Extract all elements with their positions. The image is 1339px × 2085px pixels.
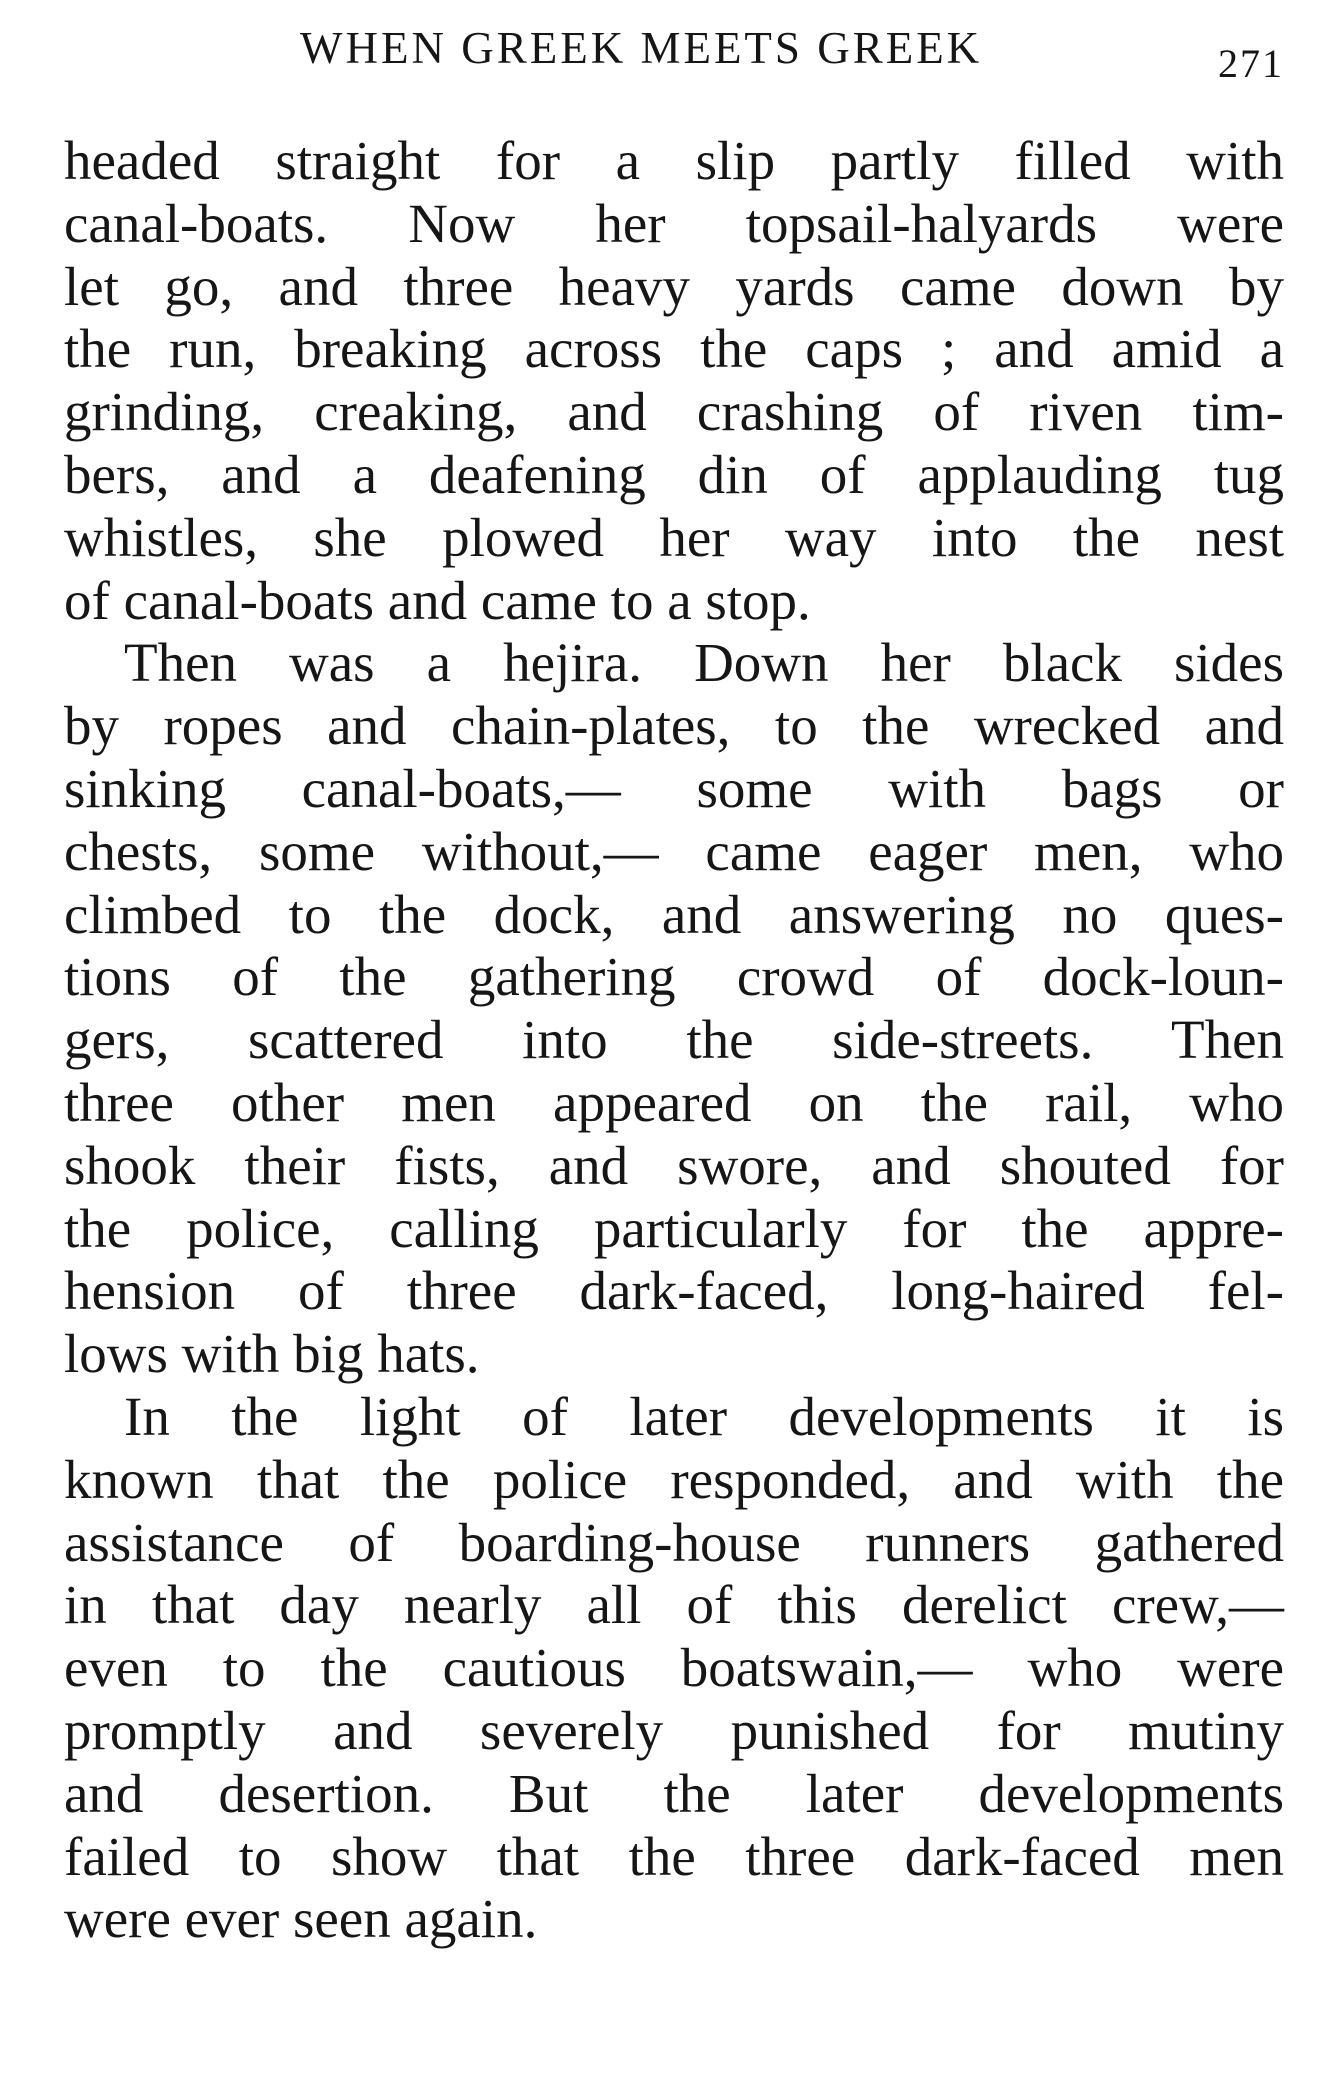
text-line: were ever seen again.	[64, 1888, 538, 1950]
text-line: and desertion. But the later developments	[64, 1762, 1284, 1824]
text-line: of canal-boats and came to a stop.	[64, 569, 811, 631]
text-line: headed straight for a slip partly filled with	[64, 130, 1284, 191]
text-line: promptly and severely punished for mutiny	[64, 1699, 1284, 1761]
text-line: let go, and three heavy yards came down by	[64, 255, 1284, 317]
page-number: 271	[1218, 41, 1284, 86]
text-line: failed to show that the three dark-faced men	[64, 1825, 1284, 1887]
paragraph-2	[64, 632, 1284, 1386]
text-line: lows with big hats.	[64, 1323, 480, 1385]
text-line: In the light of later developments it is	[124, 1385, 1284, 1447]
paragraph-3	[64, 1386, 1284, 1951]
text-line: chests, some without,— came eager men, who	[64, 820, 1284, 882]
text-line: grinding, creaking, and crashing of riven tim-	[64, 381, 1284, 443]
text-line: climbed to the dock, and answering no ques-	[64, 883, 1284, 945]
running-head: WHEN GREEK MEETS GREEK	[300, 23, 983, 73]
text-line: by ropes and chain-plates, to the wrecked and	[64, 695, 1284, 757]
text-line: the police, calling particularly for the appre-	[64, 1197, 1284, 1259]
text-line: hension of three dark-faced, long-haired fel-	[64, 1260, 1284, 1322]
text-line: bers, and a deafening din of applauding tug	[64, 443, 1284, 505]
text-line: three other men appeared on the rail, who	[64, 1071, 1284, 1133]
text-line: sinking canal-boats,— some with bags or	[64, 757, 1284, 819]
page-header	[64, 22, 1284, 86]
text-line: in that day nearly all of this derelict crew,—	[64, 1574, 1284, 1636]
text-line: shook their fists, and swore, and shouted for	[64, 1134, 1284, 1196]
text-line: gers, scattered into the side-streets. Then	[64, 1009, 1284, 1071]
text-line: the run, breaking across the caps ; and amid a	[64, 318, 1284, 380]
text-line: Then was a hejira. Down her black sides	[124, 632, 1284, 694]
text-line: assistance of boarding-house runners gathered	[64, 1511, 1284, 1573]
text-line: whistles, she plowed her way into the nest	[64, 506, 1284, 568]
text-line: canal-boats. Now her topsail-halyards were	[64, 192, 1284, 254]
text-line: even to the cautious boatswain,— who were	[64, 1637, 1284, 1699]
text-line: known that the police responded, and with the	[64, 1448, 1284, 1510]
text-line: tions of the gathering crowd of dock-loun-	[64, 946, 1284, 1008]
paragraph-1	[64, 130, 1284, 632]
body-text	[64, 130, 1284, 1951]
